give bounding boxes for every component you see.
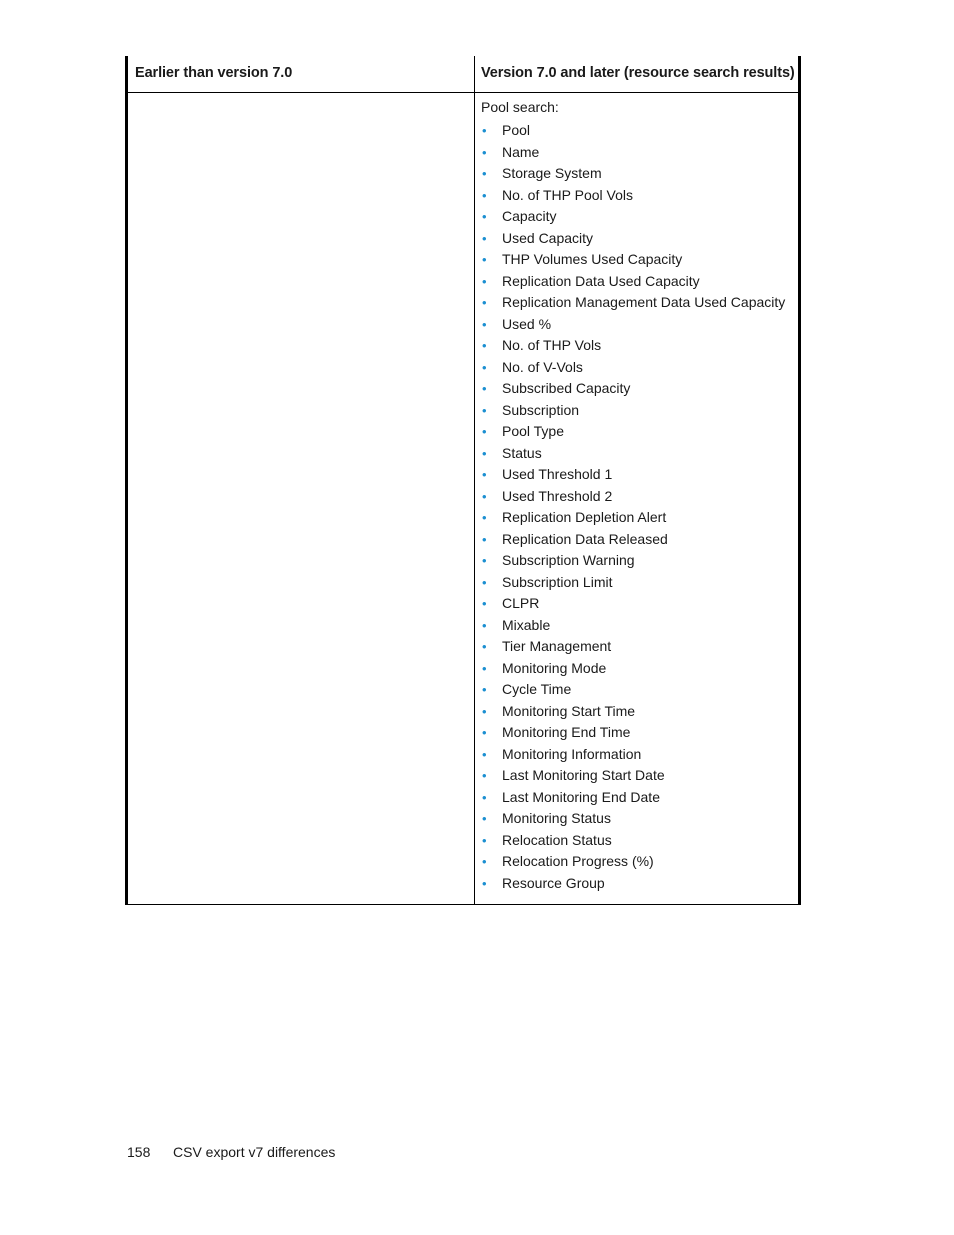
list-item-label: Relocation Status bbox=[502, 831, 612, 848]
bullet-icon: • bbox=[482, 187, 487, 203]
list-item-label: No. of THP Pool Vols bbox=[502, 186, 633, 203]
bullet-icon: • bbox=[482, 596, 487, 611]
list-item bbox=[481, 400, 797, 422]
section-title: CSV export v7 differences bbox=[173, 1144, 336, 1160]
list-item-label: Replication Depletion Alert bbox=[502, 509, 667, 525]
list-item bbox=[481, 765, 797, 787]
list-item-label: Used % bbox=[502, 315, 552, 332]
list-item bbox=[481, 873, 797, 895]
bullet-icon: • bbox=[482, 703, 487, 719]
bullet-icon: • bbox=[482, 467, 487, 482]
list-item bbox=[481, 679, 797, 701]
bullet-icon: • bbox=[482, 660, 487, 676]
list-item-label: Subscription Limit bbox=[502, 573, 613, 590]
page-footer bbox=[127, 1144, 335, 1160]
list-item bbox=[481, 443, 797, 465]
bullet-icon: • bbox=[482, 359, 487, 375]
column-divider bbox=[474, 56, 475, 904]
list-item bbox=[481, 787, 797, 809]
list-item-label: Status bbox=[502, 444, 542, 461]
list-item bbox=[481, 142, 797, 164]
list-item-label: Replication Management Data Used Capacity bbox=[502, 294, 786, 310]
list-item-label: Used Threshold 1 bbox=[502, 466, 613, 482]
list-item bbox=[481, 486, 797, 508]
list-item-label: Resource Group bbox=[502, 874, 605, 891]
bullet-icon: • bbox=[482, 252, 487, 267]
list-item bbox=[481, 529, 797, 551]
list-item bbox=[481, 572, 797, 594]
list-item bbox=[481, 335, 797, 357]
list-item-label: Pool bbox=[502, 122, 531, 138]
list-item-label: No. of V-Vols bbox=[502, 358, 583, 375]
list-item bbox=[481, 378, 797, 400]
bullet-icon: • bbox=[482, 144, 487, 160]
list-item-label: Monitoring Start Time bbox=[502, 702, 636, 719]
list-item-label: Cycle Time bbox=[502, 681, 572, 697]
list-item bbox=[481, 228, 797, 250]
list-item-label: Capacity bbox=[502, 208, 557, 224]
pool-search-label: Pool search: bbox=[481, 99, 559, 115]
bullet-icon: • bbox=[482, 682, 487, 697]
list-item-label: Name bbox=[502, 143, 540, 160]
bullet-icon: • bbox=[482, 273, 487, 289]
list-item bbox=[481, 163, 797, 185]
header-rule bbox=[128, 92, 798, 93]
bullet-icon: • bbox=[482, 832, 487, 848]
bullet-icon: • bbox=[482, 123, 487, 138]
list-item bbox=[481, 421, 797, 443]
list-item-label: Pool Type bbox=[502, 423, 565, 439]
list-item bbox=[481, 249, 797, 271]
list-item-label: CLPR bbox=[502, 595, 540, 611]
pool-search-column-list bbox=[481, 120, 797, 894]
bullet-icon: • bbox=[482, 811, 487, 826]
list-item bbox=[481, 830, 797, 852]
list-item bbox=[481, 615, 797, 637]
list-item bbox=[481, 808, 797, 830]
list-item-label: Last Monitoring End Date bbox=[502, 788, 660, 805]
list-item-label: Last Monitoring Start Date bbox=[502, 767, 665, 783]
bullet-icon: • bbox=[482, 402, 487, 418]
bullet-icon: • bbox=[482, 381, 487, 396]
list-item-label: Monitoring Information bbox=[502, 745, 642, 762]
list-item-label: Subscribed Capacity bbox=[502, 380, 631, 396]
bullet-icon: • bbox=[482, 316, 487, 332]
list-item-label: Used Capacity bbox=[502, 229, 594, 246]
list-item bbox=[481, 185, 797, 207]
list-item-label: Mixable bbox=[502, 616, 551, 633]
list-item bbox=[481, 701, 797, 723]
list-item-label: Replication Data Released bbox=[502, 530, 668, 547]
bullet-icon: • bbox=[482, 338, 487, 353]
list-item-label: Relocation Progress (%) bbox=[502, 853, 654, 869]
header-earlier-version: Earlier than version 7.0 bbox=[135, 65, 293, 81]
list-item bbox=[481, 271, 797, 293]
list-item-label: Replication Data Used Capacity bbox=[502, 272, 700, 289]
page-number: 158 bbox=[127, 1144, 151, 1160]
list-item bbox=[481, 206, 797, 228]
bullet-icon: • bbox=[482, 488, 487, 504]
bullet-icon: • bbox=[482, 639, 487, 654]
bullet-icon: • bbox=[482, 768, 487, 783]
list-item bbox=[481, 464, 797, 486]
header-version-7-and-later: Version 7.0 and later (resource search results) bbox=[481, 65, 795, 81]
list-item bbox=[481, 658, 797, 680]
list-item-label: Monitoring End Time bbox=[502, 724, 631, 740]
list-item bbox=[481, 851, 797, 873]
list-item-label: No. of THP Vols bbox=[502, 337, 602, 353]
bullet-icon: • bbox=[482, 553, 487, 568]
list-item bbox=[481, 357, 797, 379]
bullet-icon: • bbox=[482, 445, 487, 461]
list-item bbox=[481, 314, 797, 336]
comparison-table bbox=[125, 56, 801, 905]
pool-search-cell bbox=[481, 98, 797, 894]
bullet-icon: • bbox=[482, 531, 487, 547]
bullet-icon: • bbox=[482, 295, 487, 310]
bullet-icon: • bbox=[482, 510, 487, 525]
bullet-icon: • bbox=[482, 854, 487, 869]
list-item bbox=[481, 120, 797, 142]
list-item bbox=[481, 636, 797, 658]
list-item-label: Used Threshold 2 bbox=[502, 487, 613, 504]
list-item-label: Monitoring Status bbox=[502, 810, 611, 826]
bullet-icon: • bbox=[482, 230, 487, 246]
list-item-label: Tier Management bbox=[502, 638, 612, 654]
bullet-icon: • bbox=[482, 725, 487, 740]
list-item bbox=[481, 292, 797, 314]
list-item bbox=[481, 744, 797, 766]
bullet-icon: • bbox=[482, 875, 487, 891]
bullet-icon: • bbox=[482, 209, 487, 224]
list-item-label: Monitoring Mode bbox=[502, 659, 607, 676]
bullet-icon: • bbox=[482, 617, 487, 633]
list-item bbox=[481, 550, 797, 572]
list-item bbox=[481, 593, 797, 615]
bullet-icon: • bbox=[482, 789, 487, 805]
list-item-label: Storage System bbox=[502, 165, 602, 181]
list-item bbox=[481, 507, 797, 529]
bullet-icon: • bbox=[482, 424, 487, 439]
bullet-icon: • bbox=[482, 746, 487, 762]
list-item-label: Subscription bbox=[502, 401, 580, 418]
bullet-icon: • bbox=[482, 574, 487, 590]
list-item-label: THP Volumes Used Capacity bbox=[502, 251, 683, 267]
bullet-icon: • bbox=[482, 166, 487, 181]
list-item bbox=[481, 722, 797, 744]
list-item-label: Subscription Warning bbox=[502, 552, 635, 568]
